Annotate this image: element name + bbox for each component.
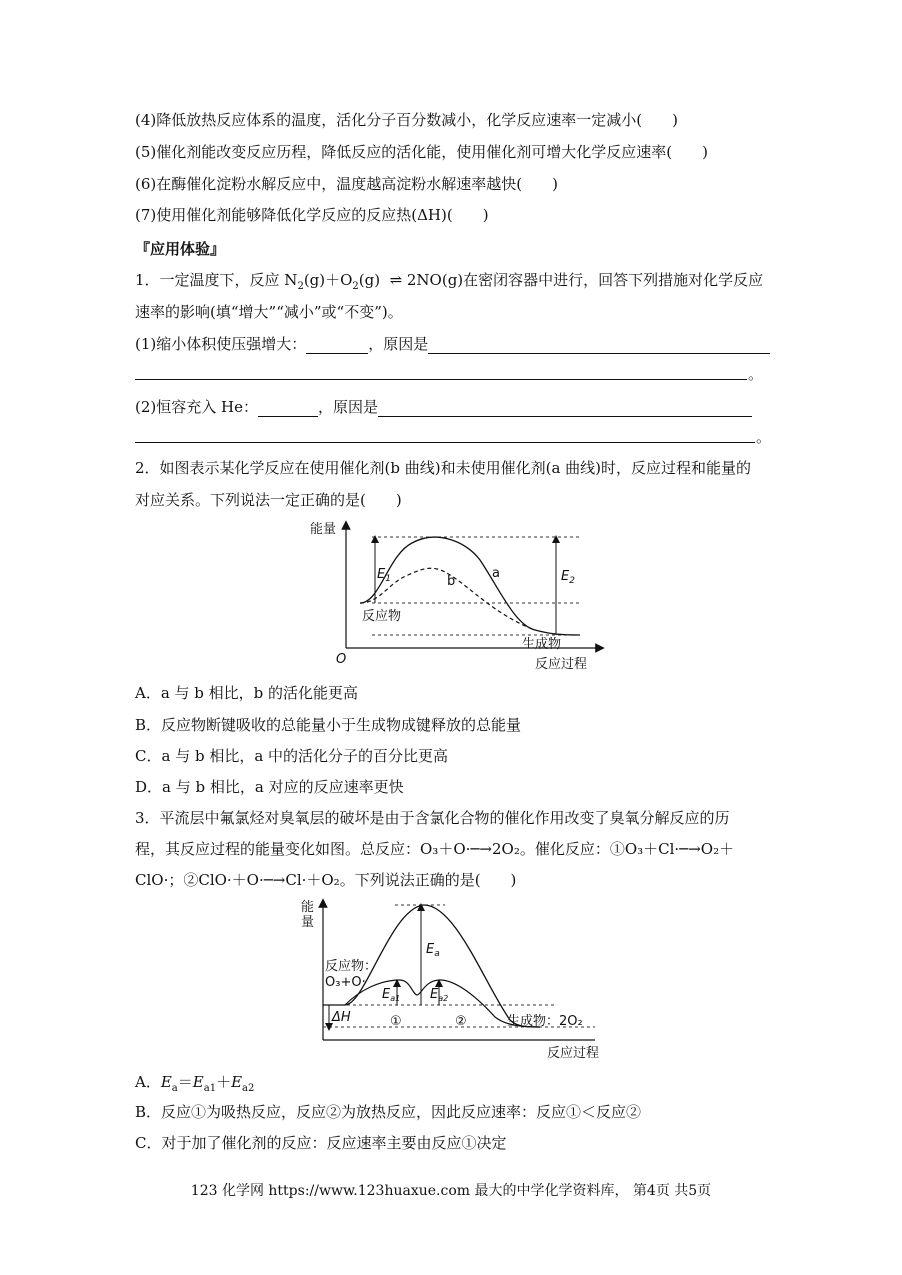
q1-sub2 xyxy=(135,397,752,417)
judgement-item-7: (7)使用催化剂能够降低化学反应的反应热(ΔH)( ) xyxy=(135,206,489,224)
q3-option-a-sub-a2: a2 xyxy=(242,1083,255,1094)
q3-option-a-plus: ＋ xyxy=(216,1073,232,1091)
q2-curve-a-label: a xyxy=(492,566,500,581)
q1-sub1 xyxy=(135,334,770,354)
q3-option-a-sub-a: a xyxy=(171,1083,178,1094)
q1-sub1-answer-blank[interactable] xyxy=(306,337,368,354)
q1-sub2-reason-blank[interactable] xyxy=(378,400,752,417)
q1-sub2-label: (2)恒容充入 He： xyxy=(135,398,258,416)
q2-energy-diagram xyxy=(300,515,630,675)
q2-e2-label: $E_2$ xyxy=(561,569,575,586)
q1-sub1-reason-blank[interactable] xyxy=(428,337,770,354)
q2-curve-b-label: b xyxy=(447,574,456,589)
equilibrium-arrow-icon: ⇌ xyxy=(389,271,403,289)
q2-reactant-label: 反应物 xyxy=(362,609,402,624)
q3-reactant-label-1: 反应物： xyxy=(325,959,378,974)
judgement-item-4: (4)降低放热反应体系的温度，活化分子百分数减小，化学反应速率一定减小( ) xyxy=(135,111,678,129)
q3-option-a-letter: A． xyxy=(135,1073,161,1091)
q2-e1-label: $E_1$ xyxy=(377,567,391,584)
q2-option-a[interactable]: A．a 与 b 相比，b 的活化能更高 xyxy=(135,684,359,702)
q1-sub2-answer-blank[interactable] xyxy=(258,400,318,417)
q2-origin: O xyxy=(336,652,347,667)
q1-sub2-reason-label: ，原因是 xyxy=(317,398,378,416)
q1-sub2-period: 。 xyxy=(756,428,772,446)
q3-line1: 3．平流层中氟氯烃对臭氧层的破坏是由于含氯化合物的催化作用改变了臭氧分解反应的历 xyxy=(135,809,730,827)
q3-option-a-e2: E xyxy=(231,1073,243,1091)
q3-reactant-label-2: O₃+O· xyxy=(325,975,366,990)
q3-option-a-e1: E xyxy=(192,1073,204,1091)
q1-line1-mid: (g)＋O xyxy=(303,271,353,289)
q1-sub1-label: (1)缩小体积使压强增大： xyxy=(135,335,307,353)
page-footer: 123 化学网 https://www.123huaxue.com 最大的中学化学资料库， 第4页 共5页 xyxy=(190,1183,712,1199)
q2-xlabel: 反应过程 xyxy=(535,657,588,672)
judgement-item-6: (6)在酶催化淀粉水解反应中，温度越高淀粉水解速率越快( ) xyxy=(135,175,558,193)
q2-line2: 对应关系。下列说法一定正确的是( ) xyxy=(135,491,402,509)
q2-option-d[interactable]: D．a 与 b 相比，a 对应的反应速率更快 xyxy=(135,778,404,796)
q3-energy-diagram xyxy=(295,895,615,1065)
q1-sub1-reason-line2[interactable] xyxy=(135,379,747,380)
q2-option-c[interactable]: C．a 与 b 相比，a 中的活化分子的百分比更高 xyxy=(135,747,449,765)
q3-ylabel-1: 能 xyxy=(301,900,315,915)
judgement-item-5: (5)催化剂能改变反应历程，降低反应的活化能，使用催化剂可增大化学反应速率( ) xyxy=(135,143,708,161)
q2-ylabel: 能量 xyxy=(310,522,337,537)
q3-step1-label: ① xyxy=(390,1014,402,1029)
q2-option-b[interactable]: B．反应物断键吸收的总能量小于生成物成键释放的总能量 xyxy=(135,716,522,734)
q3-option-b[interactable]: B．反应①为吸热反应，反应②为放热反应，因此反应速率：反应①＜反应② xyxy=(135,1103,642,1121)
q1-sub1-period: 。 xyxy=(748,365,764,383)
q3-ea-label: $E_a$ xyxy=(426,942,440,959)
q1-sub2-reason-line2[interactable] xyxy=(135,442,755,443)
q3-product-label: 生成物：2O₂ xyxy=(507,1014,583,1029)
q1-sub1-reason-label: ，原因是 xyxy=(368,335,429,353)
q3-ea1-label: $E_{a1}$ xyxy=(382,987,401,1003)
q2-line1: 2．如图表示某化学反应在使用催化剂(b 曲线)和未使用催化剂(a 曲线)时，反应过程和能量的 xyxy=(135,459,752,477)
q3-line3: ClO·；②ClO·＋O·─→Cl·＋O₂。下列说法正确的是( ) xyxy=(135,871,517,889)
q3-ylabel-2: 量 xyxy=(301,915,315,930)
q2-product-label: 生成物 xyxy=(522,637,562,652)
q3-dh-label: ΔH xyxy=(332,1010,351,1025)
section-title: 『应用体验』 xyxy=(135,240,226,258)
q3-option-a-eq: ＝ xyxy=(177,1073,193,1091)
q3-option-c[interactable]: C．对于加了催化剂的反应：反应速率主要由反应①决定 xyxy=(135,1134,507,1152)
q3-line2: 程，其反应过程的能量变化如图。总反应：O₃＋O·─→2O₂。催化反应：①O₃＋Cl·─→O₂＋ xyxy=(135,840,735,858)
q1-line1-rest: 2NO(g)在密闭容器中进行，回答下列措施对化学反应 xyxy=(406,271,764,289)
q3-xlabel: 反应过程 xyxy=(547,1046,600,1061)
q3-step2-label: ② xyxy=(455,1014,467,1029)
q3-option-a-e: E xyxy=(160,1073,172,1091)
q3-ea2-label: $E_{a2}$ xyxy=(430,987,449,1003)
q1-line1-pre: 1．一定温度下，反应 N xyxy=(135,271,298,289)
q1-line2: 速率的影响(填“增大”“减小”或“不变”)。 xyxy=(135,303,403,321)
q3-option-a[interactable] xyxy=(135,1072,254,1099)
q3-option-a-sub-a1: a1 xyxy=(203,1083,217,1094)
q1-line1-post: (g) xyxy=(358,271,381,289)
q1-line1: 1．一定温度下，反应 $N_2(g)+O_2(g)$ ⇌ 2NO(g)在密闭容器中进行，回答下列措施对化学反应 xyxy=(135,271,764,292)
